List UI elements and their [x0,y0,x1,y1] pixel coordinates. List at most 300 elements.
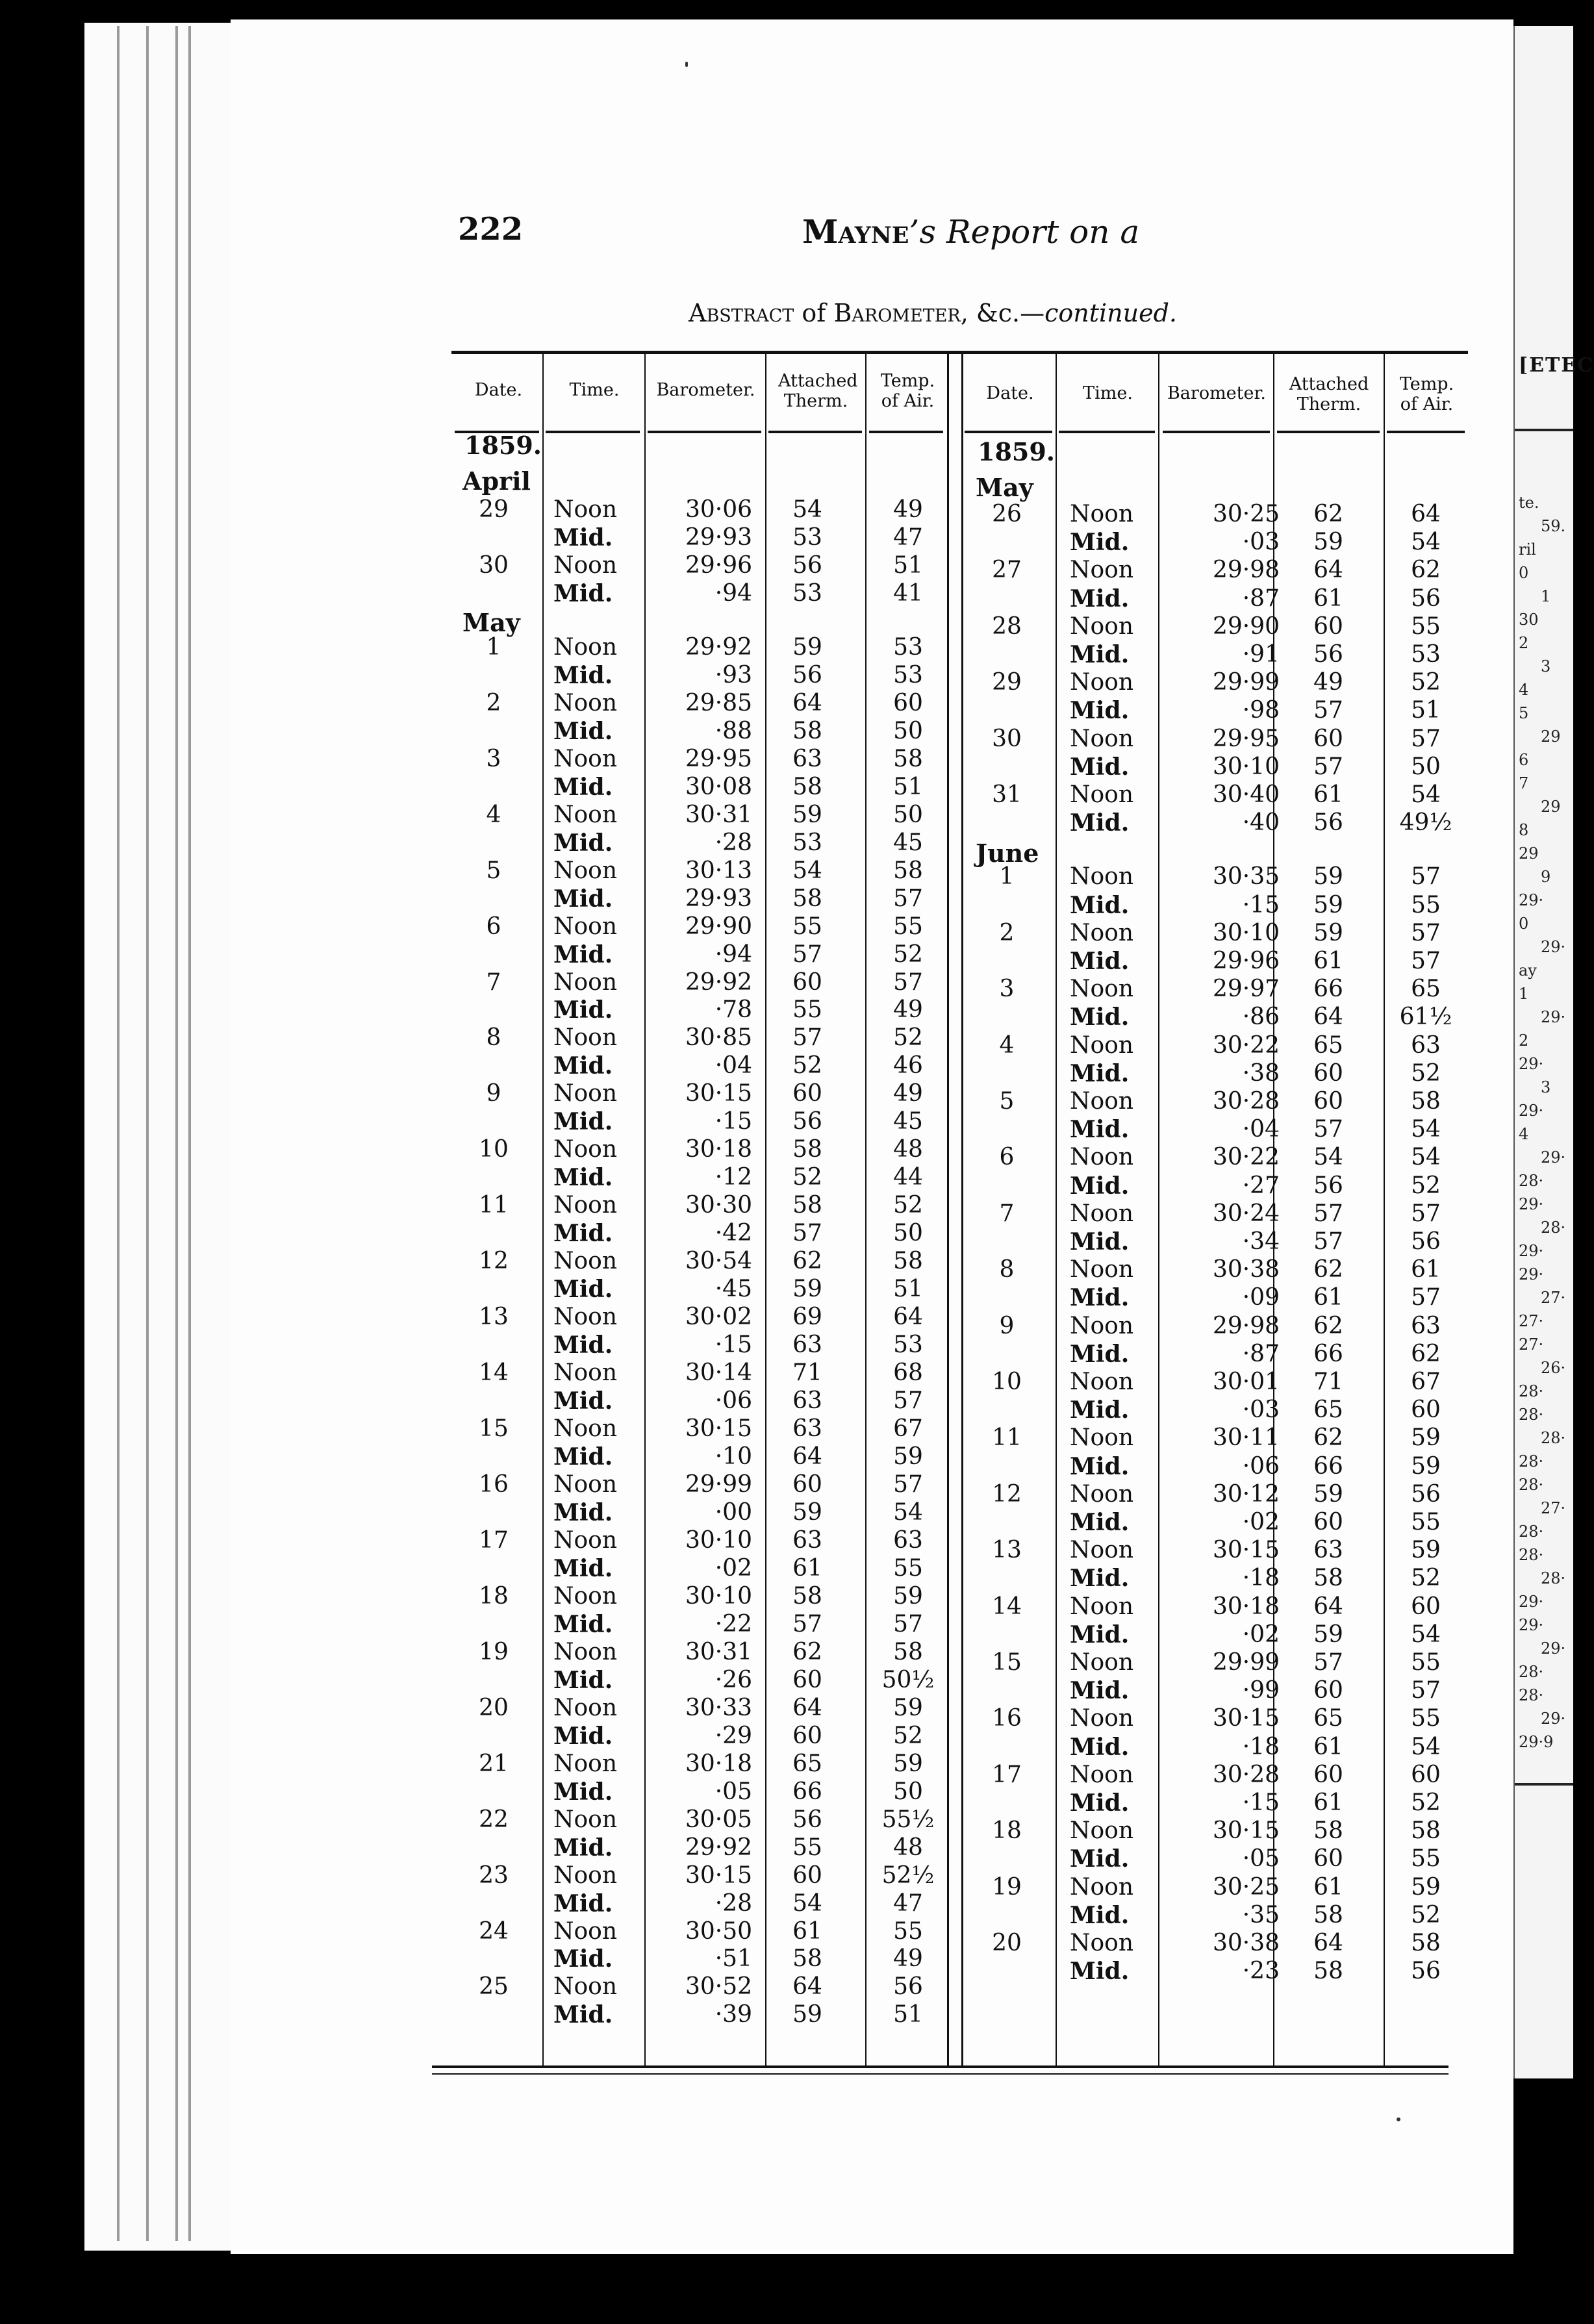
left-attached-therm-cell: 64 [792,1694,822,1721]
right-barometer-cell: ·98 [1242,697,1280,724]
right-attached-therm-cell: 59 [1313,919,1343,946]
right-barometer-cell: 30·28 [1212,1088,1280,1115]
left-air-temp-cell: 50 [893,717,923,744]
right-header-time: Time. [1083,383,1133,403]
left-barometer-cell: ·28 [715,1889,752,1917]
adjacent-page-text: 6 [1519,751,1529,769]
right-air-temp-cell: 65 [1411,976,1441,1003]
adjacent-page-text: 29·9 [1519,1733,1554,1751]
right-barometer-cell: 29·99 [1212,1649,1280,1676]
left-attached-therm-cell: 53 [792,829,822,856]
left-air-temp-cell: 58 [893,745,923,772]
right-time-cell: Noon [1070,1705,1134,1732]
right-air-temp-cell: 55 [1411,1845,1441,1873]
header-underline [1163,431,1270,433]
left-time-cell: Noon [553,1080,618,1107]
right-time-cell: Mid. [1070,1509,1130,1536]
right-time-cell: Noon [1070,1593,1134,1620]
column-double-rule [961,354,963,2067]
left-time-cell: Noon [553,496,618,523]
left-attached-therm-cell: 59 [792,1498,822,1526]
left-air-temp-cell: 58 [893,857,923,884]
left-attached-therm-cell: 58 [792,1136,822,1163]
header-underline [768,431,862,433]
left-date-cell: 10 [479,1136,509,1163]
right-time-cell: Mid. [1070,1340,1130,1368]
right-time-cell: Mid. [1070,753,1130,781]
left-attached-therm-cell: 53 [792,524,822,551]
table-bottom-rule [432,2065,1449,2068]
right-date-cell: 6 [999,1144,1015,1171]
left-time-cell: Mid. [553,773,613,801]
left-barometer-cell: ·88 [715,717,752,744]
left-barometer-cell: ·94 [715,579,752,607]
left-time-cell: Mid. [553,1666,613,1694]
left-barometer-cell: ·04 [715,1052,752,1080]
caption-barometer: Barometer [833,299,961,327]
right-attached-therm-cell: 60 [1313,725,1343,752]
adjacent-page-text: 59. [1541,517,1566,535]
right-barometer-cell: ·05 [1242,1845,1280,1873]
right-attached-therm-cell: 62 [1313,1312,1343,1339]
left-air-temp-cell: 51 [893,773,923,800]
left-air-temp-cell: 58 [893,1248,923,1275]
right-barometer-cell: 30·35 [1212,863,1280,890]
right-date-cell: 15 [992,1649,1022,1676]
left-date-cell: 21 [479,1750,509,1777]
adjacent-page-text: ril [1519,540,1536,559]
right-air-temp-cell: 58 [1411,1817,1441,1845]
left-barometer-cell: 29·92 [685,633,752,661]
left-air-temp-cell: 50½ [881,1666,935,1693]
right-time-cell: Noon [1070,1873,1134,1901]
column-rule [1158,354,1159,2067]
left-month-label: May [462,608,520,637]
adjacent-page-text: 5 [1519,704,1529,722]
left-air-temp-cell: 41 [893,579,923,607]
right-attached-therm-cell: 59 [1313,1621,1343,1648]
right-air-temp-cell: 54 [1411,529,1441,556]
caption-etc: , &c.— [960,299,1045,327]
right-date-cell: 9 [999,1312,1015,1339]
right-air-temp-cell: 61½ [1399,1004,1452,1031]
right-barometer-cell: 30·40 [1212,781,1280,808]
left-air-temp-cell: 44 [893,1164,923,1191]
adjacent-page-text: 3 [1541,657,1551,676]
left-barometer-cell: ·51 [715,1945,752,1973]
right-time-cell: Noon [1070,669,1134,696]
adjacent-page-text: 8 [1519,821,1529,839]
right-date-cell: 14 [992,1593,1022,1620]
left-attached-therm-cell: 58 [792,885,822,912]
right-time-cell: Mid. [1070,1677,1130,1705]
left-attached-therm-cell: 60 [792,1722,822,1749]
right-time-cell: Mid. [1070,948,1130,975]
right-barometer-cell: ·40 [1242,809,1280,837]
right-year-label: 1859. [978,437,1055,466]
right-barometer-cell: 30·22 [1212,1144,1280,1171]
adjacent-page-text: 28· [1519,1406,1544,1424]
left-air-temp-cell: 46 [893,1052,923,1080]
right-attached-therm-cell: 64 [1313,1930,1343,1956]
header-underline [869,431,943,433]
adjacent-page-text: 29· [1519,1616,1544,1634]
right-barometer-cell: ·06 [1242,1452,1280,1480]
adjacent-page-text: 0 [1519,915,1529,933]
left-barometer-cell: 30·31 [685,1638,752,1665]
right-time-cell: Mid. [1070,1228,1130,1256]
left-attached-therm-cell: 63 [792,1332,822,1359]
right-date-cell: 7 [999,1200,1015,1227]
left-time-cell: Mid. [553,1164,613,1192]
left-date-cell: 3 [486,745,501,772]
right-attached-therm-cell: 63 [1313,1537,1343,1564]
left-month-label: April [462,466,531,496]
left-attached-therm-cell: 63 [792,1415,822,1443]
left-time-cell: Noon [553,1806,618,1833]
right-attached-therm-cell: 57 [1313,697,1343,724]
left-barometer-cell: 29·95 [685,745,752,772]
left-date-cell: 11 [479,1192,509,1219]
right-attached-therm-cell: 60 [1313,1509,1343,1535]
adjacent-page-text: 27· [1541,1289,1566,1307]
right-air-temp-cell: 52 [1411,1059,1441,1087]
adjacent-page-text: ay [1519,961,1537,979]
left-date-cell: 15 [479,1415,509,1443]
right-attached-therm-cell: 56 [1313,809,1343,837]
right-header-barometer: Barometer. [1167,383,1267,403]
left-time-cell: Mid. [553,2001,613,2029]
left-barometer-cell: ·00 [715,1498,752,1526]
left-barometer-cell: 30·05 [685,1806,752,1833]
right-barometer-cell: ·02 [1242,1509,1280,1535]
adjacent-page-text: 28· [1519,1172,1544,1190]
right-barometer-cell: ·23 [1242,1958,1280,1985]
left-date-cell: 4 [486,801,501,828]
right-barometer-cell: 30·24 [1212,1200,1280,1227]
left-time-cell: Mid. [553,885,613,913]
adjacent-page-text: 28· [1519,1663,1544,1681]
right-air-temp-cell: 60 [1411,1396,1441,1424]
right-barometer-cell: 30·11 [1212,1424,1280,1452]
right-barometer-cell: 29·95 [1212,725,1280,752]
left-air-temp-cell: 56 [893,1973,923,2001]
right-date-cell: 27 [992,557,1022,584]
right-air-temp-cell: 56 [1411,585,1441,612]
left-barometer-cell: 30·52 [685,1973,752,2001]
left-air-temp-cell: 48 [893,1834,923,1861]
right-attached-therm-cell: 59 [1313,529,1343,556]
left-time-cell: Mid. [553,1443,613,1471]
right-barometer-cell: ·15 [1242,891,1280,918]
page-edge-line [175,26,178,2241]
right-attached-therm-cell: 59 [1313,1480,1343,1508]
right-date-cell: 5 [999,1088,1015,1115]
left-air-temp-cell: 55 [893,913,923,940]
right-barometer-cell: 30·10 [1212,753,1280,780]
right-attached-therm-cell: 57 [1313,1228,1343,1255]
left-header-date: Date. [474,380,523,400]
right-barometer-cell: ·18 [1242,1565,1280,1592]
right-barometer-cell: 30·10 [1212,919,1280,946]
right-barometer-cell: ·91 [1242,641,1280,668]
adjacent-page-text: 29· [1519,1055,1544,1073]
right-air-temp-cell: 57 [1411,1284,1441,1311]
adjacent-page-text: 29· [1541,1008,1566,1026]
right-air-temp-cell: 57 [1411,919,1441,946]
left-time-cell: Mid. [553,1945,613,1973]
left-air-temp-cell: 68 [893,1359,923,1387]
left-air-temp-cell: 52 [893,941,923,968]
right-attached-therm-cell: 56 [1313,1172,1343,1199]
left-date-cell: 23 [479,1862,509,1889]
left-time-cell: Mid. [553,1778,613,1806]
header-underline [965,431,1052,433]
right-barometer-cell: ·34 [1242,1228,1280,1255]
adjacent-page-text: 4 [1519,681,1529,699]
right-time-cell: Noon [1070,976,1134,1003]
right-air-temp-cell: 59 [1411,1873,1441,1901]
left-date-cell: 18 [479,1582,509,1610]
right-barometer-cell: ·03 [1242,529,1280,556]
right-air-temp-cell: 55 [1411,1705,1441,1732]
right-time-cell: Mid. [1070,1958,1130,1986]
left-time-cell: Noon [553,551,618,579]
left-barometer-cell: ·29 [715,1722,752,1749]
left-time-cell: Noon [553,1415,618,1443]
right-air-temp-cell: 59 [1411,1452,1441,1480]
right-time-cell: Mid. [1070,1059,1130,1087]
left-attached-therm-cell: 56 [792,1108,822,1135]
left-barometer-cell: ·12 [715,1164,752,1191]
right-date-cell: 20 [992,1930,1022,1956]
right-date-cell: 1 [999,863,1015,890]
right-attached-therm-cell: 65 [1313,1396,1343,1424]
right-time-cell: Mid. [1070,585,1130,613]
left-attached-therm-cell: 60 [792,1471,822,1498]
left-time-cell: Noon [553,633,618,661]
right-air-temp-cell: 57 [1411,863,1441,890]
left-air-temp-cell: 48 [893,1136,923,1163]
right-air-temp-cell: 60 [1411,1593,1441,1620]
left-air-temp-cell: 51 [893,2001,923,2028]
right-attached-therm-cell: 57 [1313,753,1343,780]
right-attached-therm-cell: 54 [1313,1144,1343,1171]
right-air-temp-cell: 55 [1411,613,1441,640]
left-barometer-cell: 30·15 [685,1862,752,1889]
left-attached-therm-cell: 61 [792,1554,822,1582]
left-time-cell: Noon [553,1917,618,1945]
right-attached-therm-cell: 60 [1313,1088,1343,1115]
right-air-temp-cell: 52 [1411,1172,1441,1199]
right-time-cell: Mid. [1070,1565,1130,1593]
left-time-cell: Mid. [553,1276,613,1304]
right-attached-therm-cell: 60 [1313,1677,1343,1704]
right-barometer-cell: 30·18 [1212,1593,1280,1620]
right-barometer-cell: 29·97 [1212,976,1280,1003]
caption-abstract: Abstract [689,299,794,327]
right-time-cell: Mid. [1070,1845,1130,1873]
left-time-cell: Mid. [553,1332,613,1359]
left-time-cell: Noon [553,1304,618,1331]
left-date-cell: 16 [479,1471,509,1498]
running-head-possessive: ’s [909,213,936,251]
right-attached-therm-cell: 64 [1313,1004,1343,1031]
right-air-temp-cell: 59 [1411,1537,1441,1564]
left-attached-therm-cell: 66 [792,1778,822,1805]
right-time-cell: Noon [1070,1312,1134,1339]
right-air-temp-cell: 51 [1411,697,1441,724]
right-air-temp-cell: 49½ [1399,809,1452,837]
left-time-cell: Noon [553,1638,618,1665]
left-barometer-cell: 30·31 [685,801,752,828]
adjacent-page-text: 7 [1519,774,1529,792]
left-barometer-cell: 30·54 [685,1248,752,1275]
left-air-temp-cell: 53 [893,633,923,661]
right-attached-therm-cell: 59 [1313,863,1343,890]
right-time-cell: Noon [1070,613,1134,640]
adjacent-page-text: 29 [1541,798,1561,816]
right-time-cell: Mid. [1070,1284,1130,1312]
left-date-cell: 9 [486,1080,501,1107]
left-time-cell: Noon [553,1750,618,1777]
right-air-temp-cell: 57 [1411,948,1441,974]
left-attached-therm-cell: 57 [792,1024,822,1052]
adjacent-page-text: 30 [1519,611,1539,629]
left-time-cell: Noon [553,1192,618,1219]
adjacent-page-text: 29· [1519,1242,1544,1260]
right-time-cell: Mid. [1070,809,1130,837]
left-barometer-cell: ·22 [715,1610,752,1637]
left-attached-therm-cell: 52 [792,1164,822,1191]
left-attached-therm-cell: 59 [792,801,822,828]
left-attached-therm-cell: 60 [792,1666,822,1693]
left-barometer-cell: ·42 [715,1220,752,1247]
left-barometer-cell: 30·85 [685,1024,752,1052]
left-barometer-cell: 30·30 [685,1192,752,1219]
right-barometer-cell: 30·25 [1212,1873,1280,1901]
adjacent-page-text: 1 [1541,587,1551,605]
right-air-temp-cell: 54 [1411,1116,1441,1143]
adjacent-page-text: 28· [1519,1452,1544,1471]
left-attached-therm-cell: 58 [792,717,822,744]
left-air-temp-cell: 53 [893,1332,923,1359]
right-barometer-cell: ·04 [1242,1116,1280,1143]
right-time-cell: Noon [1070,1144,1134,1171]
left-air-temp-cell: 50 [893,1778,923,1805]
right-time-cell: Mid. [1070,641,1130,668]
right-attached-therm-cell: 60 [1313,1059,1343,1087]
right-time-cell: Noon [1070,1369,1134,1395]
left-header-barometer: Barometer. [656,380,755,400]
right-attached-therm-cell: 56 [1313,641,1343,668]
left-air-temp-cell: 67 [893,1415,923,1443]
left-time-cell: Noon [553,1582,618,1610]
adjacent-page-fragment [1513,26,1594,2078]
right-attached-therm-cell: 49 [1313,669,1343,696]
right-barometer-cell: 30·28 [1212,1761,1280,1788]
left-time-cell: Mid. [553,717,613,745]
left-barometer-cell: 30·10 [685,1582,752,1610]
right-date-cell: 12 [992,1480,1022,1508]
left-barometer-cell: 30·14 [685,1359,752,1387]
left-date-cell: 25 [479,1973,509,2001]
left-attached-therm-cell: 54 [792,857,822,884]
left-air-temp-cell: 54 [893,1498,923,1526]
right-time-cell: Noon [1070,501,1134,527]
left-attached-therm-cell: 57 [792,1220,822,1247]
right-air-temp-cell: 59 [1411,1424,1441,1452]
left-barometer-cell: ·78 [715,996,752,1024]
right-attached-therm-cell: 61 [1313,1789,1343,1816]
left-attached-therm-cell: 52 [792,1052,822,1080]
adjacent-page-text: 26· [1541,1359,1566,1377]
left-air-temp-cell: 49 [893,496,923,523]
header-underline [1277,431,1380,433]
left-barometer-cell: 29·99 [685,1471,752,1498]
adjacent-page-text: 28· [1541,1429,1566,1447]
adjacent-page-text: 29· [1519,1102,1544,1120]
left-date-cell: 14 [479,1359,509,1387]
left-date-cell: 1 [486,633,501,661]
left-attached-therm-cell: 54 [792,496,822,523]
right-barometer-cell: 30·38 [1212,1256,1280,1283]
adjacent-page-text: 28· [1541,1569,1566,1587]
adjacent-page-text: 29· [1541,1148,1566,1167]
left-date-cell: 12 [479,1248,509,1275]
right-attached-therm-cell: 57 [1313,1116,1343,1143]
left-time-cell: Mid. [553,1108,613,1136]
adjacent-page-text: 29· [1541,1639,1566,1658]
left-time-cell: Mid. [553,941,613,968]
adjacent-page-text: 29· [1519,1195,1544,1213]
right-barometer-cell: 30·15 [1212,1705,1280,1732]
left-barometer-cell: 29·90 [685,913,752,940]
left-attached-therm-cell: 59 [792,2001,822,2028]
right-date-cell: 29 [992,669,1022,696]
right-air-temp-cell: 63 [1411,1312,1441,1339]
right-attached-therm-cell: 66 [1313,1452,1343,1480]
left-time-cell: Noon [553,1359,618,1387]
adjacent-page-text: 29· [1541,1710,1566,1728]
left-barometer-cell: 30·10 [685,1526,752,1554]
right-date-cell: 18 [992,1817,1022,1845]
left-attached-therm-cell: 59 [792,633,822,661]
right-attached-therm-cell: 60 [1313,1761,1343,1788]
left-time-cell: Mid. [553,1834,613,1862]
left-air-temp-cell: 59 [893,1750,923,1777]
left-attached-therm-cell: 58 [792,773,822,800]
right-air-temp-cell: 56 [1411,1958,1441,1985]
left-barometer-cell: ·02 [715,1554,752,1582]
left-air-temp-cell: 45 [893,829,923,856]
right-barometer-cell: 30·38 [1212,1930,1280,1956]
left-barometer-cell: ·45 [715,1276,752,1303]
left-attached-therm-cell: 61 [792,1917,822,1945]
left-barometer-cell: 29·85 [685,689,752,716]
header-underline [648,431,761,433]
left-time-cell: Noon [553,1694,618,1721]
left-date-cell: 6 [486,913,501,940]
left-barometer-cell: 30·08 [685,773,752,800]
caption-of: of [802,299,826,327]
column-rule [644,354,646,2067]
right-date-cell: 11 [992,1424,1022,1452]
left-attached-therm-cell: 69 [792,1304,822,1331]
right-attached-therm-cell: 61 [1313,1873,1343,1901]
left-time-cell: Noon [553,1526,618,1554]
right-time-cell: Noon [1070,1649,1134,1676]
